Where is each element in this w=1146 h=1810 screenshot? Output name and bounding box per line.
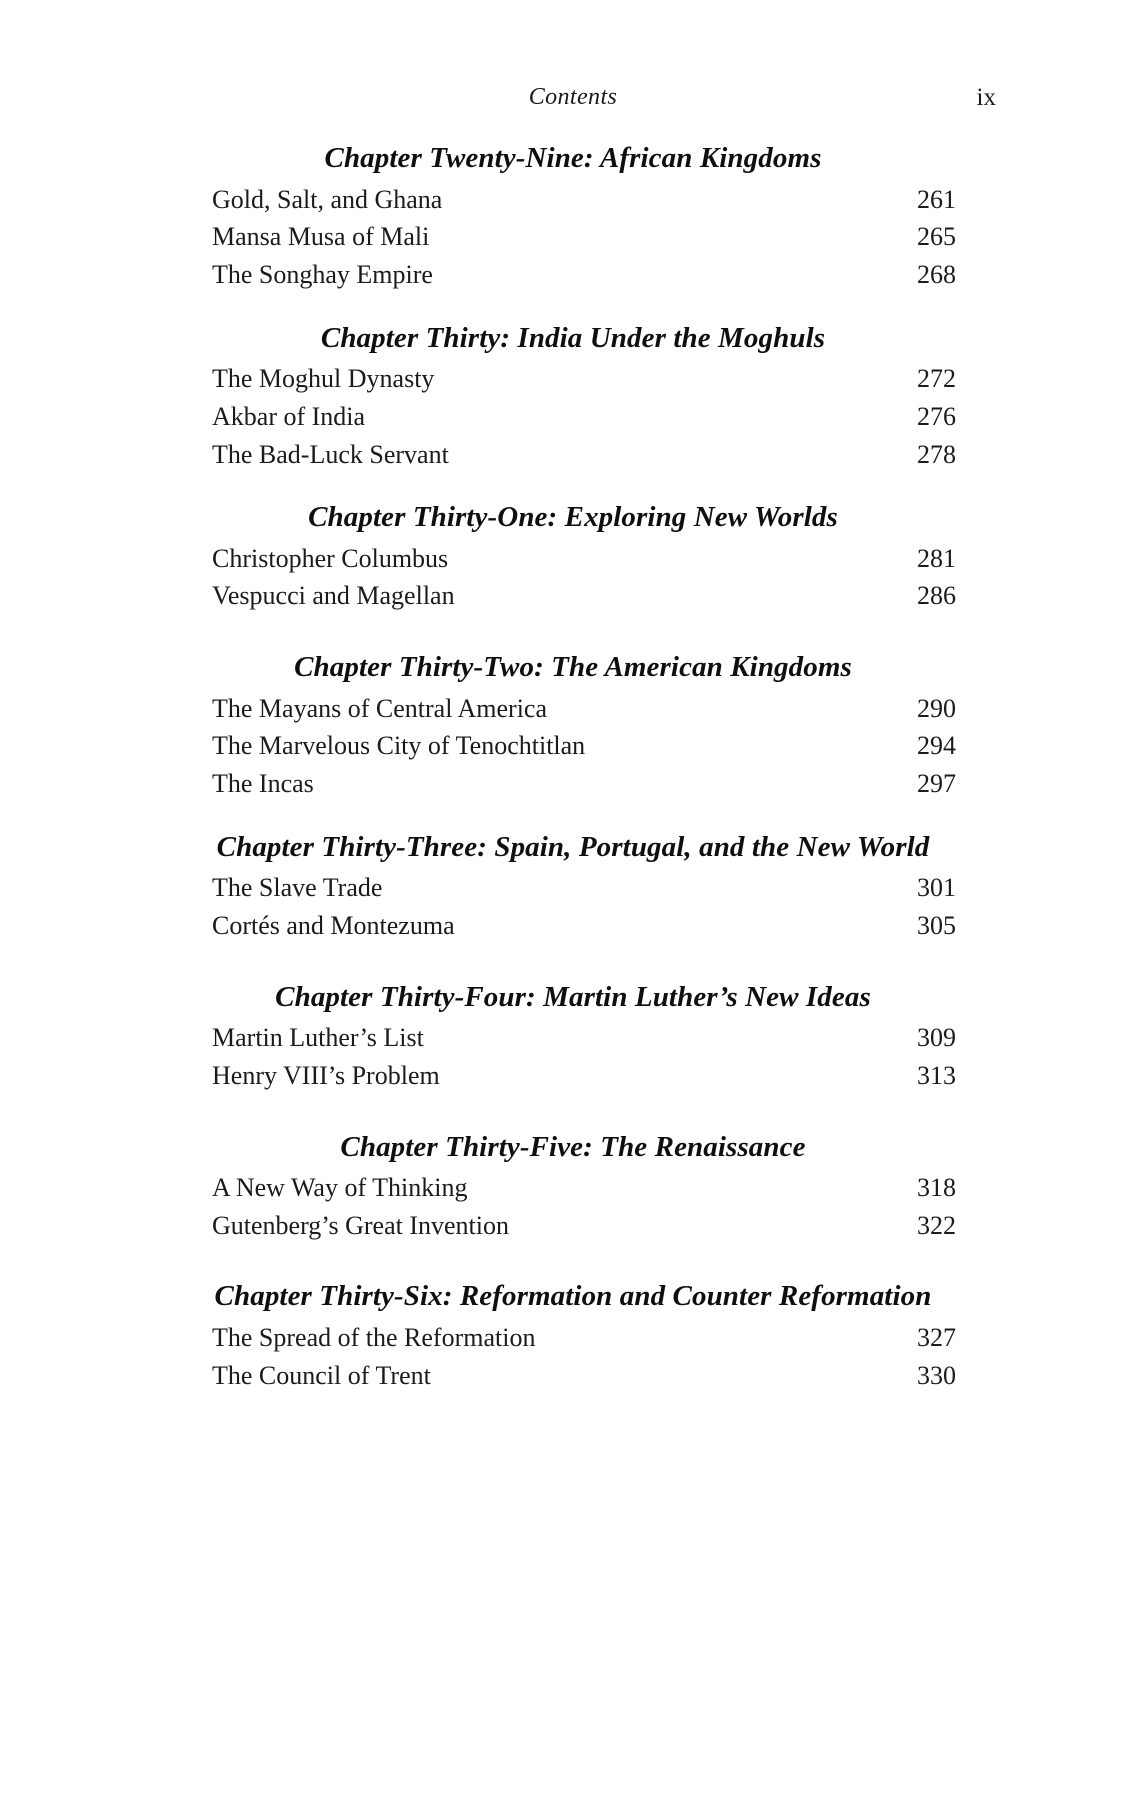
toc-entry[interactable]: [150, 727, 996, 765]
toc-entry-page-number: 305: [917, 910, 956, 940]
toc-entry[interactable]: [150, 1169, 996, 1207]
chapter-entry-list: [150, 690, 996, 803]
toc-entry[interactable]: [150, 540, 996, 578]
toc-entry-title: Mansa Musa of Mali: [212, 222, 430, 252]
chapter-block: [150, 320, 996, 474]
chapter-heading[interactable]: Chapter Thirty: India Under the Moghuls: [320, 321, 826, 354]
chapter-entry-list: [150, 1169, 996, 1244]
chapter-entry-list: [150, 1019, 996, 1094]
chapter-heading[interactable]: Chapter Thirty-Three: Spain, Portugal, and the New World: [216, 830, 930, 863]
toc-entry-page-number: 268: [917, 259, 956, 289]
toc-entry[interactable]: [150, 1057, 996, 1095]
toc-entry[interactable]: [150, 398, 996, 436]
chapter-heading[interactable]: Chapter Thirty-Two: The American Kingdoms: [294, 651, 852, 684]
toc-entry-page-number: 272: [917, 364, 956, 394]
toc-entry-title: Gold, Salt, and Ghana: [212, 184, 443, 214]
toc-entry[interactable]: [150, 436, 996, 474]
toc-entry[interactable]: [150, 1319, 996, 1357]
toc-entry-page-number: 313: [917, 1060, 956, 1090]
chapter-block: [150, 979, 996, 1095]
toc-entry-page-number: 261: [917, 184, 956, 214]
toc-entry-title: A New Way of Thinking: [212, 1173, 468, 1203]
toc-entry[interactable]: [150, 256, 996, 294]
chapter-heading[interactable]: Chapter Thirty-Four: Martin Luther’s New Ideas: [275, 980, 871, 1013]
toc-entry-page-number: 297: [917, 769, 956, 798]
toc-entry-page-number: 290: [917, 693, 956, 723]
chapter-block: [150, 499, 996, 615]
toc-entry-title: The Slave Trade: [212, 873, 383, 903]
toc-entry-page-number: 281: [917, 543, 956, 573]
toc-entry-title: Vespucci and Magellan: [212, 581, 455, 611]
toc-entry[interactable]: [150, 360, 996, 398]
toc-entry[interactable]: [150, 1019, 996, 1057]
toc-entry-title: The Bad-Luck Servant: [212, 439, 449, 469]
chapter-heading[interactable]: Chapter Thirty-One: Exploring New Worlds: [308, 501, 838, 534]
chapter-block: [150, 140, 996, 294]
table-of-contents: [0, 140, 1146, 1428]
toc-entry-page-number: 309: [917, 1023, 956, 1053]
chapter-block: [150, 829, 996, 945]
toc-entry-title: The Council of Trent: [212, 1360, 431, 1390]
toc-entry[interactable]: [150, 907, 996, 945]
toc-entry-title: Akbar of India: [212, 401, 366, 431]
chapter-heading[interactable]: Chapter Twenty-Nine: African Kingdoms: [324, 142, 822, 174]
toc-entry-page-number: 322: [917, 1210, 956, 1240]
chapter-block: [150, 1129, 996, 1245]
toc-entry[interactable]: [150, 1207, 996, 1245]
toc-entry[interactable]: [150, 690, 996, 728]
running-head-title: Contents: [528, 84, 618, 110]
chapter-entry-list: [150, 540, 996, 615]
chapter-entry-list: [150, 869, 996, 944]
chapter-block: [150, 1278, 996, 1394]
toc-entry[interactable]: [150, 765, 996, 803]
chapter-entry-list: [150, 1319, 996, 1394]
toc-entry-title: Martin Luther’s List: [212, 1023, 424, 1053]
toc-entry-page-number: 265: [917, 222, 956, 252]
toc-entry-title: Christopher Columbus: [212, 543, 449, 573]
toc-entry-page-number: 330: [917, 1360, 956, 1390]
toc-entry-page-number: 294: [917, 731, 956, 761]
toc-entry[interactable]: [150, 869, 996, 907]
chapter-block: [150, 649, 996, 803]
toc-entry-page-number: 276: [917, 401, 956, 431]
toc-entry-title: The Songhay Empire: [212, 259, 433, 289]
page-folio: ix: [976, 84, 996, 111]
toc-entry-title: The Marvelous City of Tenochtitlan: [212, 731, 586, 761]
toc-entry[interactable]: [150, 218, 996, 256]
chapter-entry-list: [150, 360, 996, 473]
chapter-heading[interactable]: Chapter Thirty-Six: Reformation and Counter Reformation: [214, 1280, 932, 1313]
toc-entry-page-number: 278: [917, 439, 956, 469]
chapter-heading[interactable]: Chapter Thirty-Five: The Renaissance: [340, 1130, 806, 1163]
toc-entry-page-number: 301: [917, 873, 956, 903]
running-head: [150, 84, 996, 118]
toc-entry-page-number: 286: [917, 581, 956, 611]
toc-entry[interactable]: [150, 577, 996, 615]
toc-entry[interactable]: [150, 181, 996, 219]
toc-entry-title: Cortés and Montezuma: [212, 910, 455, 940]
toc-entry[interactable]: [150, 1357, 996, 1395]
toc-entry-title: The Mayans of Central America: [212, 693, 547, 723]
toc-entry-title: The Spread of the Reformation: [212, 1322, 536, 1352]
toc-entry-title: The Incas: [212, 769, 314, 798]
toc-entry-title: The Moghul Dynasty: [212, 364, 435, 394]
toc-entry-page-number: 327: [917, 1322, 956, 1352]
chapter-entry-list: [150, 181, 996, 294]
toc-entry-title: Henry VIII’s Problem: [212, 1060, 440, 1090]
toc-entry-page-number: 318: [917, 1173, 956, 1203]
toc-entry-title: Gutenberg’s Great Invention: [212, 1210, 509, 1240]
